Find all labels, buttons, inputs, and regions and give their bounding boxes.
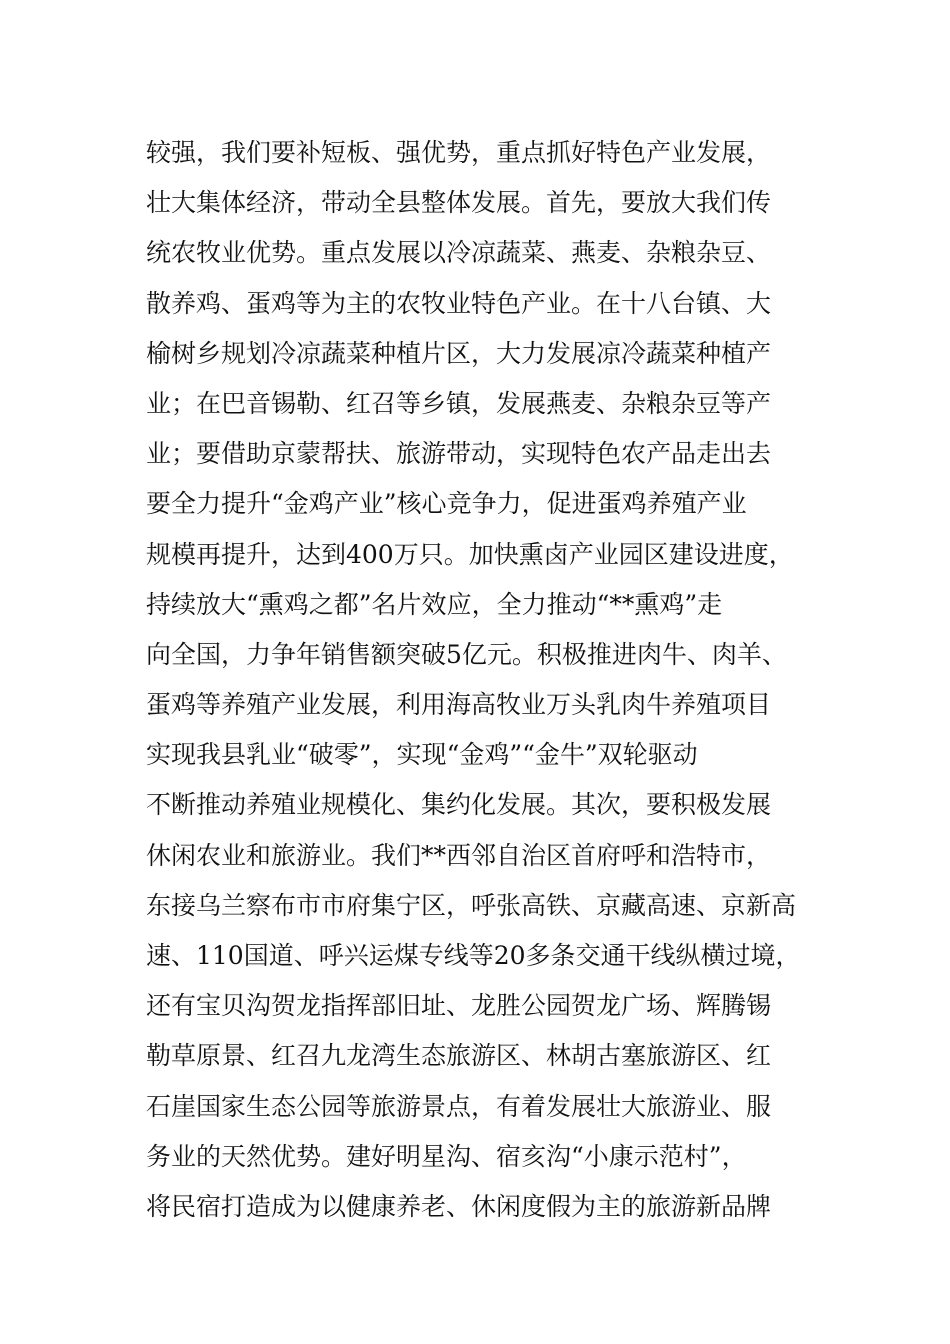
text-line: 休闲农业和旅游业。我们**西邻自治区首府呼和浩特市， <box>146 840 772 870</box>
text-line: 散养鸡、蛋鸡等为主的农牧业特色产业。在十八台镇、大 <box>146 288 772 318</box>
text-line: 勒草原景、红召九龙湾生态旅游区、林胡古塞旅游区、红 <box>146 1041 772 1071</box>
text-line: 蛋鸡等养殖产业发展，利用海高牧业万头乳肉牛养殖项目 <box>146 690 772 720</box>
text-line: 业；在巴音锡勒、红召等乡镇，发展燕麦、杂粮杂豆等产 <box>146 388 772 418</box>
text-line: 壮大集体经济，带动全县整体发展。首先，要放大我们传 <box>146 188 772 218</box>
text-line: 统农牧业优势。重点发展以冷凉蔬菜、燕麦、杂粮杂豆、 <box>146 238 772 268</box>
text-line: 要全力提升“金鸡产业”核心竞争力，促进蛋鸡养殖产业 <box>146 489 747 519</box>
text-line: 业；要借助京蒙帮扶、旅游带动，实现特色农产品走出去 <box>146 439 772 469</box>
text-line: 还有宝贝沟贺龙指挥部旧址、龙胜公园贺龙广场、辉腾锡 <box>146 991 772 1021</box>
text-line: 速、110国道、呼兴运煤专线等20多条交通干线纵横过境， <box>146 941 801 970</box>
text-line: 规模再提升，达到400万只。加快熏卤产业园区建设进度， <box>146 539 794 569</box>
text-line: 向全国，力争年销售额突破5亿元。积极推进肉牛、肉羊、 <box>146 639 787 669</box>
text-line: 石崖国家生态公园等旅游景点，有着发展壮大旅游业、服 <box>146 1091 772 1121</box>
text-line: 持续放大“熏鸡之都”名片效应，全力推动“**熏鸡”走 <box>146 589 723 619</box>
text-line: 榆树乡规划冷凉蔬菜种植片区，大力发展凉冷蔬菜种植产 <box>146 338 772 368</box>
text-line: 实现我县乳业“破零”，实现“金鸡”“金牛”双轮驱动 <box>146 740 698 770</box>
text-line: 较强，我们要补短板、强优势，重点抓好特色产业发展， <box>146 138 772 167</box>
text-line: 东接乌兰察布市市府集宁区，呼张高铁、京藏高速、京新高 <box>146 890 797 920</box>
text-line: 务业的天然优势。建好明星沟、宿亥沟“小康示范村”， <box>146 1141 747 1171</box>
body-paragraph <box>146 128 836 1232</box>
text-line: 将民宿打造成为以健康养老、休闲度假为主的旅游新品牌 <box>146 1191 772 1221</box>
text-line: 不断推动养殖业规模化、集约化发展。其次，要积极发展 <box>146 790 772 820</box>
